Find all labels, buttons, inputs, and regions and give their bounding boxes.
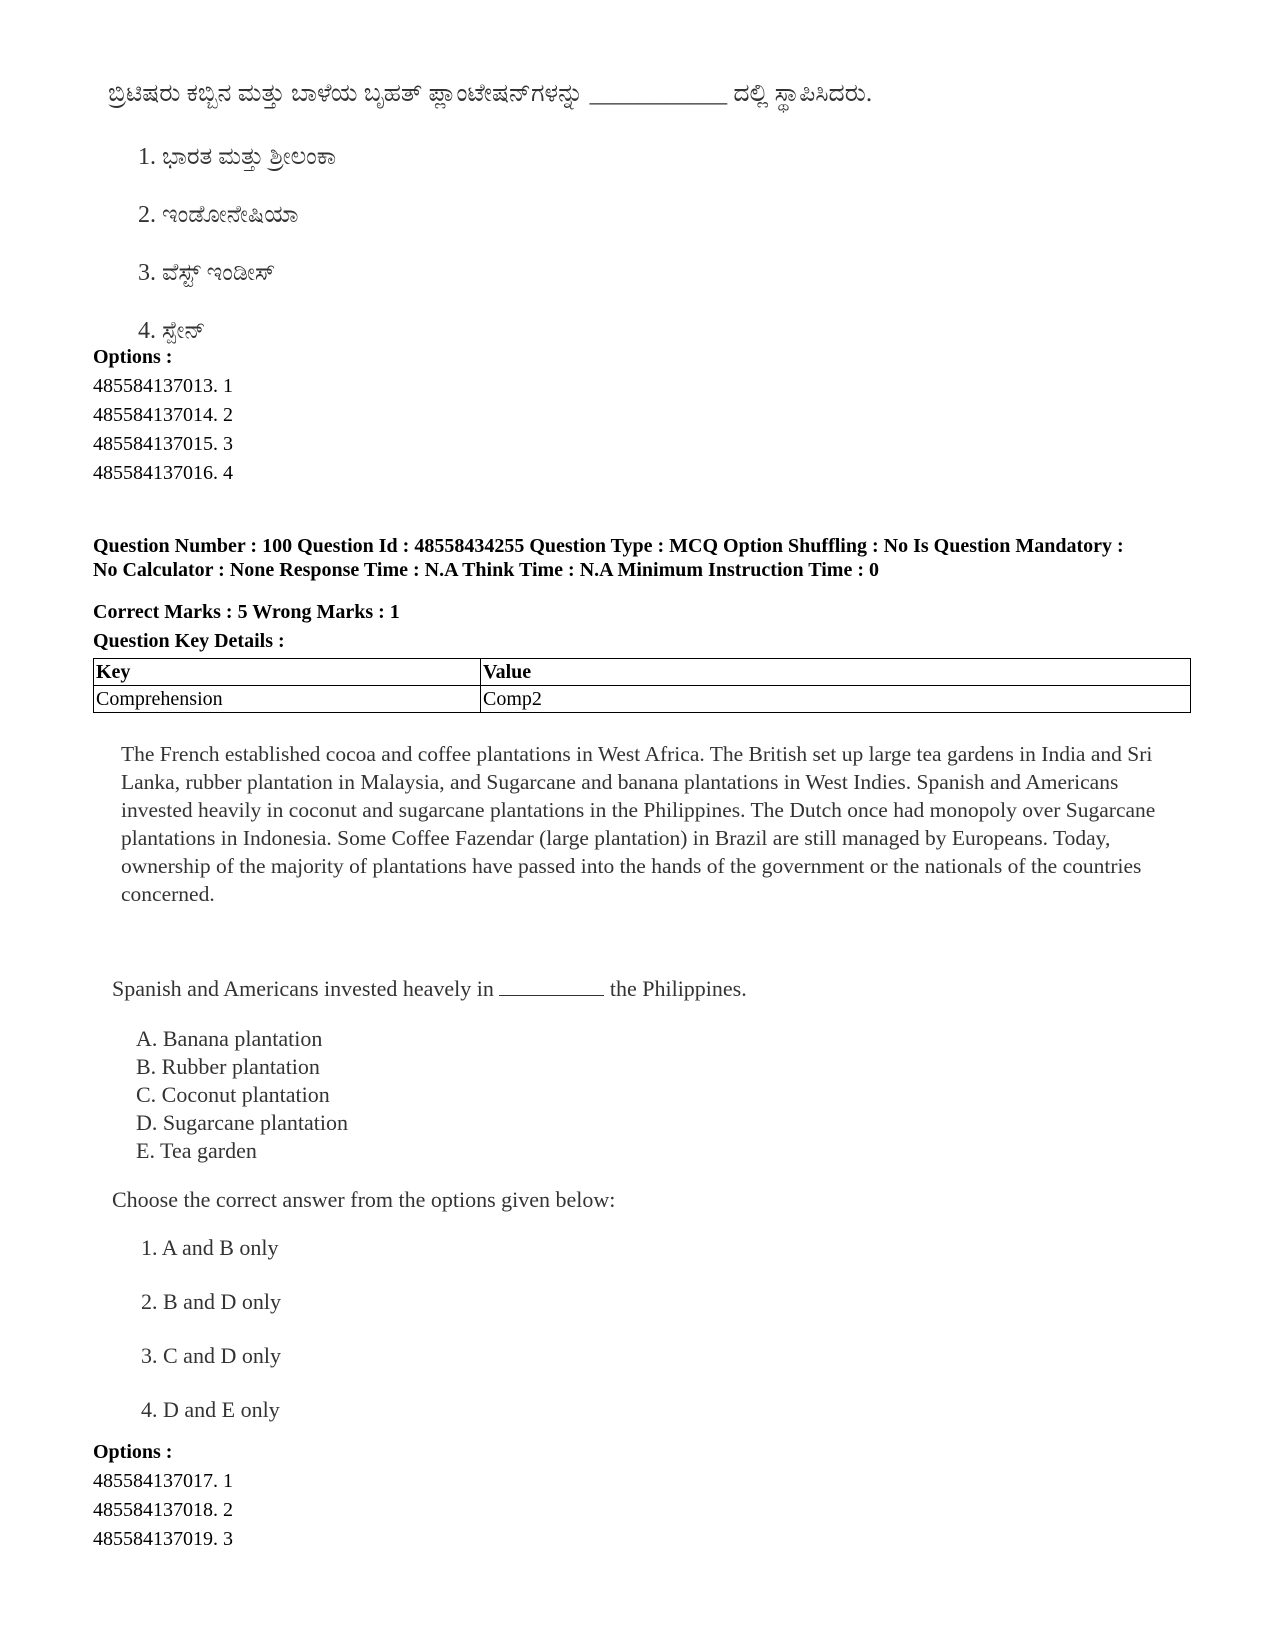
statement-item: C. Coconut plantation [136,1082,330,1107]
kannada-choice: 2. ಇಂಡೋನೇಷಿಯಾ [138,202,299,228]
answer-instruction: Choose the correct answer from the options given below: [112,1187,616,1212]
table-cell-value: Comp2 [481,686,1191,713]
answer-choice-list [141,1233,281,1449]
table-row [94,686,1191,713]
option-item: 485584137015. 3 [93,433,233,455]
key-details-table [93,658,1191,713]
options-label: Options : [93,1441,173,1463]
options-list [93,1467,233,1554]
statement-item: A. Banana plantation [136,1026,323,1051]
marks-line: Correct Marks : 5 Wrong Marks : 1 [93,601,400,623]
option-item: 485584137016. 4 [93,462,233,484]
option-item: 485584137019. 3 [93,1528,233,1550]
option-item: 485584137013. 1 [93,375,233,397]
option-item: 485584137014. 2 [93,404,233,426]
table-cell-key: Comprehension [94,686,481,713]
question-meta [93,534,1213,582]
question-stem [112,976,747,1002]
question-meta-line: No Calculator : None Response Time : N.A Think Time : N.A Minimum Instruction Time : 0 [93,559,879,581]
table-header-value: Value [481,659,1191,686]
table-header-row [94,659,1191,686]
comprehension-passage: The French established cocoa and coffee plantations in West Africa. The British set up large tea gardens in India and Sri Lanka, rubber plantation in Malaysia, and Sugarcane and banana plantations in West Indies. Spanish and Americans invested heavily in coconut and sugarcane plantations in the Philippines. The Dutch once had monopoly over Sugarcane plantations in Indonesia. Some Coffee Fazendar (large plantation) in Brazil are still managed by Europeans. Today, ownership of the majority of plantations have passed into the hands of the government or the nationals of the countries concerned. [121,742,1156,906]
kannada-choice: 4. ಸ್ಪೇನ್ [138,318,206,344]
question-stem-end: the Philippines. [609,976,747,1001]
table-header-key: Key [94,659,481,686]
kannada-choice: 3. ವೆಸ್ಟ್ ಇಂಡೀಸ್ [138,260,276,286]
answer-choice: 2. B and D only [141,1289,281,1314]
fill-blank [499,977,604,996]
statement-item: D. Sugarcane plantation [136,1110,348,1135]
kannada-choice: 1. ಭಾರತ ಮತ್ತು ಶ್ರೀಲಂಕಾ [138,144,337,170]
question-stem-start: Spanish and Americans invested heavely in [112,976,494,1001]
answer-choice: 3. C and D only [141,1343,281,1368]
options-list [93,372,233,488]
option-item: 485584137017. 1 [93,1470,233,1492]
statement-list [136,1025,348,1165]
kannada-question-text: ಬ್ರಿಟಿಷರು ಕಬ್ಬಿನ ಮತ್ತು ಬಾಳೆಯ ಬೃಹತ್ ಪ್ಲಾಂಟೇಷನ್‌ಗಳನ್ನು ___________ ದಲ್ಲಿ ಸ್ಥಾಪಿಸಿದರು. [108,80,873,107]
options-label: Options : [93,346,173,368]
question-meta-line: Question Number : 100 Question Id : 48558434255 Question Type : MCQ Option Shuffling : No Is Question Mandatory : [93,535,1124,557]
kannada-question-block [108,74,1168,346]
kannada-choice-list [108,142,1168,346]
answer-choice: 4. D and E only [141,1397,280,1422]
option-item: 485584137018. 2 [93,1499,233,1521]
answer-choice: 1. A and B only [141,1235,279,1260]
key-details-heading: Question Key Details : [93,630,285,652]
statement-item: B. Rubber plantation [136,1054,320,1079]
statement-item: E. Tea garden [136,1138,257,1163]
